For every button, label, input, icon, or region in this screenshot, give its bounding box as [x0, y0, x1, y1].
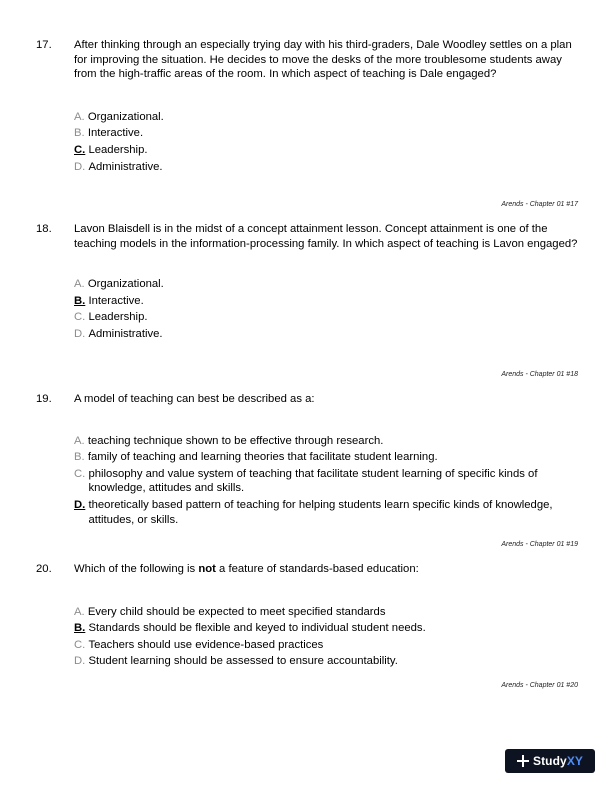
option-text: philosophy and value system of teaching that facilitate student learning of specific kinds of knowledge, attitudes and skills. — [88, 467, 538, 495]
question-text-part: Which of the following is — [74, 563, 199, 575]
option-letter: A. — [74, 278, 85, 291]
option-a — [74, 276, 581, 293]
question-number: 19. — [36, 393, 52, 405]
question-number: 18. — [36, 223, 52, 235]
option-b-correct — [74, 293, 581, 310]
question-source: Arends - Chapter 01 #19 — [501, 541, 578, 548]
brand-name — [533, 754, 583, 768]
option-text: Teachers should use evidence-based practices — [88, 638, 324, 651]
option-d — [74, 159, 581, 176]
option-text: Interactive. — [87, 127, 144, 140]
question-text-emphasis: not — [198, 563, 216, 575]
question-18 — [36, 222, 581, 343]
option-text: Organizational. — [87, 110, 164, 123]
option-letter: B. — [74, 451, 85, 464]
studyxy-badge[interactable] — [505, 749, 595, 773]
question-text — [74, 562, 581, 577]
question-text: After thinking through an especially trying day with his third-graders, Dale Woodley settles on a plan for improving the situation. He decides to move the desks of the more troublesome students away from the high-traffic areas of the room. In which aspect of teaching is Dale engaged? — [74, 39, 575, 81]
question-number: 17. — [36, 39, 52, 51]
option-text: Standards should be flexible and keyed to individual student needs. — [88, 622, 426, 635]
question-source: Arends - Chapter 01 #20 — [501, 682, 578, 689]
option-a — [74, 433, 581, 450]
option-c — [74, 309, 581, 326]
option-letter: D. — [74, 327, 86, 340]
answer-options — [74, 433, 581, 529]
question-source: Arends - Chapter 01 #18 — [501, 371, 578, 378]
answer-options — [74, 604, 581, 670]
option-a — [74, 109, 581, 126]
option-b — [74, 125, 581, 142]
option-text: teaching technique shown to be effective through research. — [87, 434, 384, 447]
option-text: Interactive. — [88, 294, 144, 307]
option-d — [74, 653, 581, 670]
question-stem — [36, 562, 581, 577]
option-letter: D. — [74, 498, 86, 511]
option-text: Organizational. — [87, 278, 164, 291]
option-d — [74, 326, 581, 343]
option-text: Administrative. — [88, 160, 163, 173]
option-text: Administrative. — [88, 327, 163, 340]
option-text: Student learning should be assessed to ensure accountability. — [88, 655, 398, 668]
question-20 — [36, 562, 581, 670]
plus-icon — [517, 755, 529, 767]
option-c-correct — [74, 142, 581, 159]
option-letter: A. — [74, 605, 85, 618]
question-text-part: a feature of standards-based education: — [215, 563, 419, 575]
question-stem — [36, 38, 581, 82]
brand-accent: XY — [566, 754, 584, 768]
option-c — [74, 637, 581, 654]
question-text: Lavon Blaisdell is in the midst of a concept attainment lesson. Concept attainment is one of the teaching models in the information-processing family. In which aspect of teaching is Lavon engaged? — [74, 223, 578, 250]
option-text: theoretically based pattern of teaching for helping students learn specific kinds of knowledge, attitudes, or skills. — [88, 498, 553, 526]
option-letter: B. — [74, 622, 86, 635]
option-text: Leadership. — [88, 143, 148, 156]
option-c — [74, 466, 581, 497]
answer-options — [74, 276, 581, 342]
question-source: Arends - Chapter 01 #17 — [501, 201, 578, 208]
option-b — [74, 449, 581, 466]
option-text: Every child should be expected to meet specified standards — [87, 605, 386, 618]
option-d-correct — [74, 497, 581, 528]
question-number: 20. — [36, 563, 52, 575]
option-b-correct — [74, 620, 581, 637]
question-stem — [36, 392, 581, 407]
option-letter: A. — [74, 434, 85, 447]
option-letter: B. — [74, 294, 86, 307]
option-letter: B. — [74, 127, 85, 140]
question-stem — [36, 222, 581, 251]
option-letter: D. — [74, 160, 86, 173]
option-a — [74, 604, 581, 621]
option-letter: C. — [74, 143, 86, 156]
option-letter: C. — [74, 638, 86, 651]
option-letter: D. — [74, 655, 86, 668]
brand-main: Study — [532, 754, 567, 768]
question-19 — [36, 392, 581, 528]
question-text: A model of teaching can best be described as a: — [74, 393, 315, 405]
answer-options — [74, 109, 581, 175]
option-text: Leadership. — [88, 311, 148, 324]
option-letter: C. — [74, 311, 86, 324]
option-letter: C. — [74, 467, 86, 480]
question-17 — [36, 38, 581, 175]
option-text: family of teaching and learning theories that facilitate student learning. — [87, 451, 438, 464]
option-letter: A. — [74, 110, 85, 123]
